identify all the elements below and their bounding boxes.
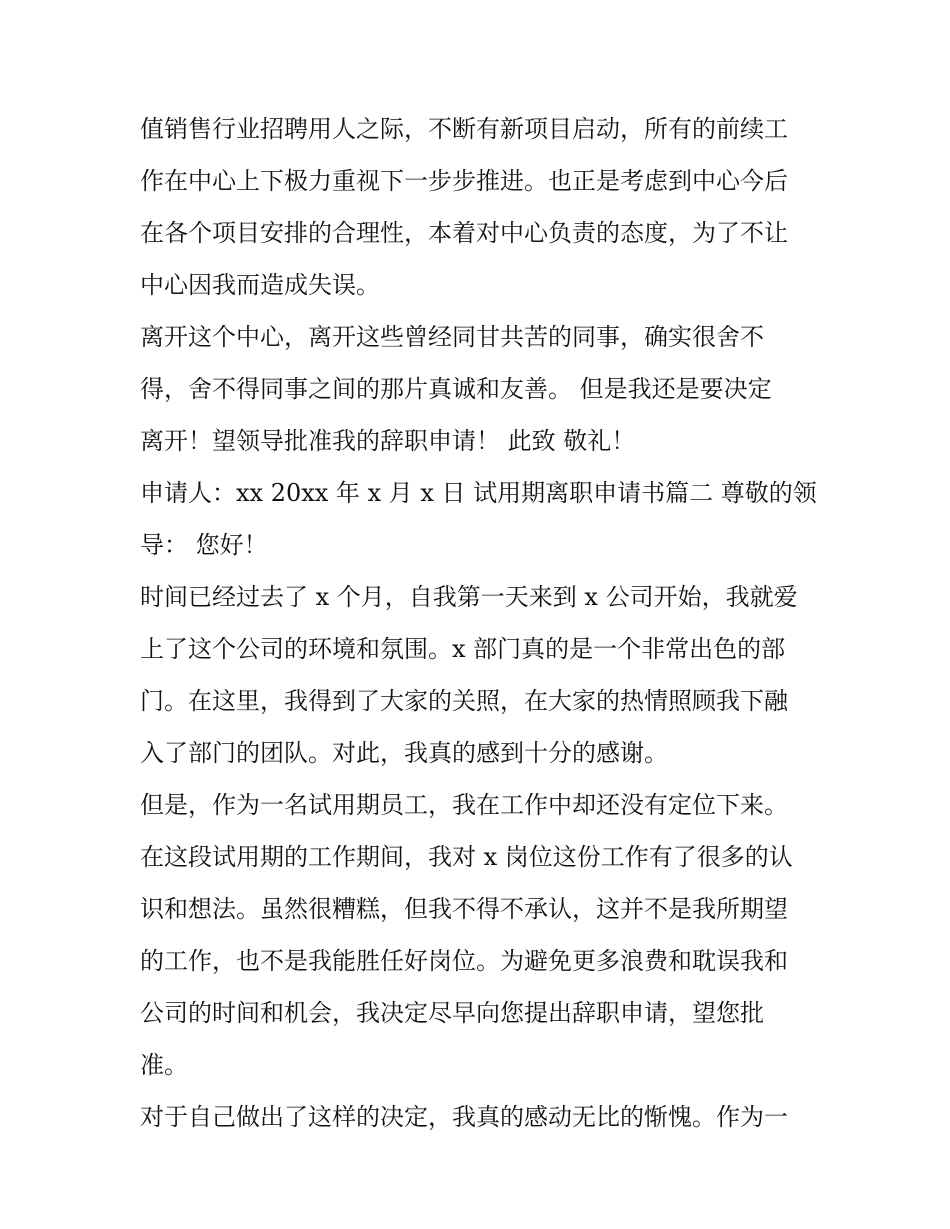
text-line: 作在中心上下极力重视下一步步推进。也正是考虑到中心今后 <box>140 167 788 195</box>
text-line: 上了这个公司的环境和氛围。x 部门真的是一个非常出色的部 <box>140 635 786 663</box>
text-line: 值销售行业招聘用人之际，不断有新项目启动，所有的前续工 <box>140 115 788 143</box>
text-line: 离开这个中心，离开这些曾经同甘共苦的同事，确实很舍不 <box>140 323 764 351</box>
text-line: 得，舍不得同事之间的那片真诚和友善。 但是我还是要决定 <box>140 375 772 403</box>
text-line: 在这段试用期的工作期间，我对 x 岗位这份工作有了很多的认 <box>140 843 793 871</box>
text-line: 识和想法。虽然很糟糕，但我不得不承认，这并不是我所期望 <box>140 895 788 923</box>
text-line: 导： 您好！ <box>140 531 268 559</box>
document-body <box>140 107 820 1147</box>
text-line: 对于自己做出了这样的决定，我真的感动无比的惭愧。作为一 <box>140 1103 788 1131</box>
text-line: 准。 <box>140 1051 188 1079</box>
text-line: 中心因我而造成失误。 <box>140 271 380 299</box>
text-line: 离开！望领导批准我的辞职申请！ 此致 敬礼！ <box>140 427 636 455</box>
text-line: 公司的时间和机会，我决定尽早向您提出辞职申请，望您批 <box>140 999 764 1027</box>
text-line: 入了部门的团队。对此，我真的感到十分的感谢。 <box>140 739 668 767</box>
text-line: 的工作，也不是我能胜任好岗位。为避免更多浪费和耽误我和 <box>140 947 788 975</box>
text-line: 在各个项目安排的合理性，本着对中心负责的态度，为了不让 <box>140 219 788 247</box>
text-line: 门。在这里，我得到了大家的关照，在大家的热情照顾我下融 <box>140 687 788 715</box>
text-line: 但是，作为一名试用期员工，我在工作中却还没有定位下来。 <box>140 791 788 819</box>
text-line: 时间已经过去了 x 个月，自我第一天来到 x 公司开始，我就爱 <box>140 583 798 611</box>
text-line: 申请人：xx 20xx 年 x 月 x 日 试用期离职申请书篇二 尊敬的领 <box>140 479 817 507</box>
